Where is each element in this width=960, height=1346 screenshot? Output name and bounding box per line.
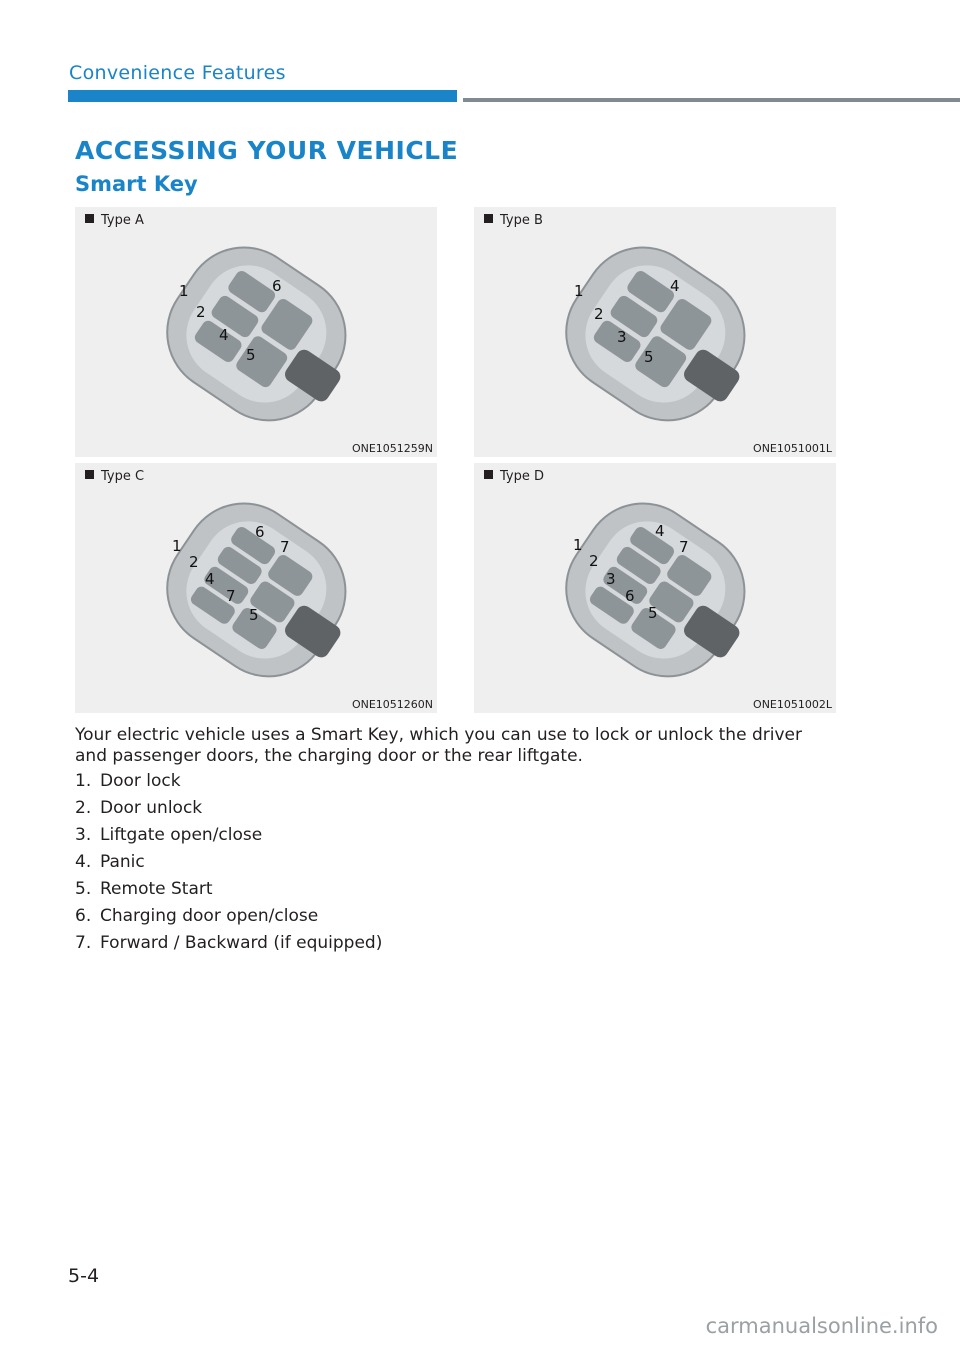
figure-label: Type D (484, 469, 544, 484)
svg-text:1: 1 (179, 282, 189, 300)
list-item: 3. Liftgate open/close (75, 825, 263, 845)
figure-type-c (75, 463, 437, 713)
svg-text:4: 4 (219, 326, 229, 344)
svg-text:2: 2 (589, 552, 599, 570)
list-item: 5. Remote Start (75, 879, 213, 899)
figure-label: Type C (85, 469, 144, 484)
smart-key-fob-image (75, 207, 437, 457)
header-accent-bar (68, 90, 457, 102)
list-item: 1. Door lock (75, 771, 181, 791)
figure-type-b (474, 207, 836, 457)
header-section-title: Convenience Features (69, 62, 286, 84)
svg-text:1: 1 (573, 536, 583, 554)
figure-type-a (75, 207, 437, 457)
svg-text:2: 2 (189, 553, 199, 571)
svg-text:2: 2 (594, 305, 604, 323)
figure-type-d (474, 463, 836, 713)
svg-text:4: 4 (205, 570, 215, 588)
list-item: 4. Panic (75, 852, 145, 872)
svg-text:5: 5 (246, 346, 256, 364)
svg-text:6: 6 (625, 587, 635, 605)
svg-text:2: 2 (196, 303, 206, 321)
figure-code: ONE1051259N (351, 442, 433, 455)
smart-key-fob-image (474, 207, 836, 457)
svg-text:1: 1 (574, 282, 584, 300)
svg-text:3: 3 (617, 328, 627, 346)
figure-label: Type A (85, 213, 144, 228)
svg-text:7: 7 (280, 538, 290, 556)
svg-text:5: 5 (249, 606, 259, 624)
list-item: 6. Charging door open/close (75, 906, 319, 926)
svg-text:7: 7 (679, 538, 689, 556)
svg-text:7: 7 (226, 587, 236, 605)
svg-text:4: 4 (655, 522, 665, 540)
svg-text:5: 5 (644, 348, 654, 366)
svg-text:1: 1 (172, 537, 182, 555)
page-number: 5-4 (68, 1265, 100, 1287)
smart-key-fob-image (474, 463, 836, 713)
function-list (75, 771, 382, 960)
svg-text:3: 3 (606, 570, 616, 588)
list-item: 2. Door unlock (75, 798, 203, 818)
page-subtitle: Smart Key (75, 172, 198, 196)
figure-label: Type B (484, 213, 543, 228)
svg-text:6: 6 (272, 277, 282, 295)
smart-key-fob-image (75, 463, 437, 713)
header-rule (463, 98, 960, 102)
svg-text:4: 4 (670, 277, 680, 295)
figure-code: ONE1051002L (753, 698, 832, 711)
svg-text:6: 6 (255, 523, 265, 541)
watermark: carmanualsonline.info (705, 1314, 938, 1338)
list-item: 7. Forward / Backward (if equipped) (75, 933, 383, 953)
svg-text:5: 5 (648, 604, 658, 622)
figure-code: ONE1051001L (753, 442, 832, 455)
page-title: ACCESSING YOUR VEHICLE (75, 136, 459, 165)
intro-paragraph: Your electric vehicle uses a Smart Key, which you can use to lock or unlock the driver and passenger doors, the charging door or the rear liftgate. (75, 725, 802, 766)
figure-code: ONE1051260N (351, 698, 433, 711)
